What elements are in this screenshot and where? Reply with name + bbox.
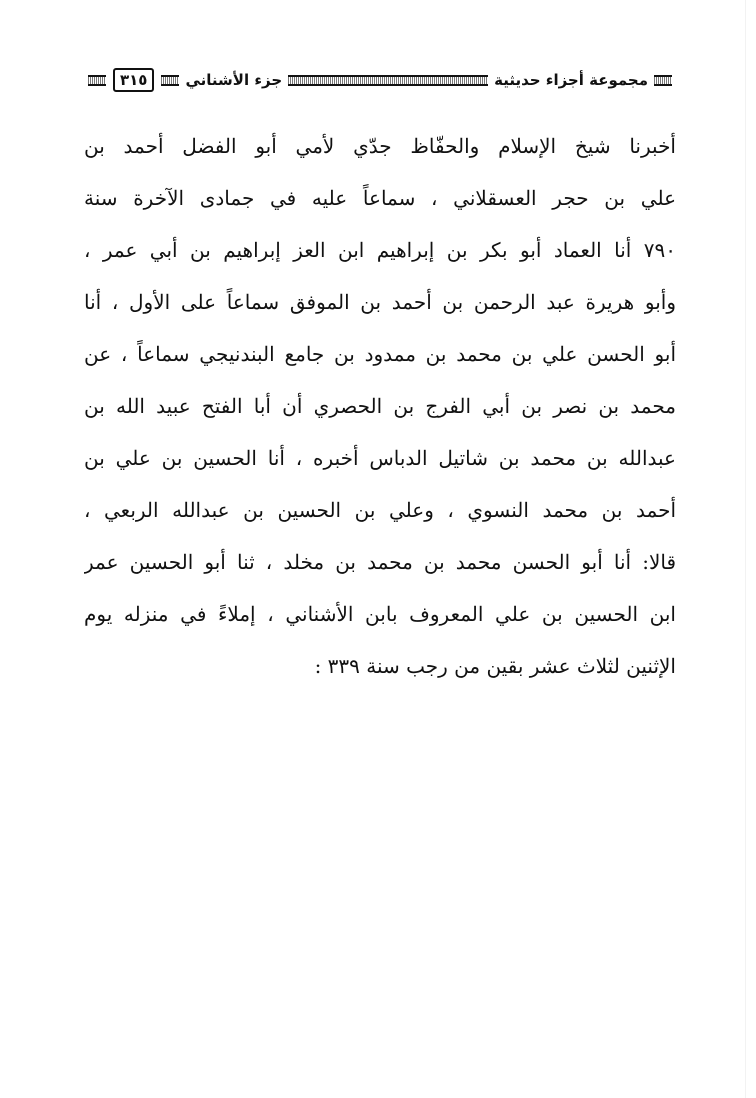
text-line-9: قالا: أنا أبو الحسن محمد بن محمد بن مخلد ، ثنا أبو الحسين عمر (84, 550, 676, 574)
text-line-11: الإثنين لثلاث عشر بقين من رجب سنة ٣٣٩ : (314, 654, 676, 678)
page-edge-shadow (745, 0, 746, 1098)
header-rule-left (88, 75, 106, 86)
text-line-3: ٧٩٠ أنا العماد أبو بكر بن إبراهيم ابن العز إبراهيم بن أبي عمر ، (84, 238, 676, 262)
header-rule-before-number (161, 75, 179, 86)
header-rule-right (654, 75, 672, 86)
text-line-5: أبو الحسن علي بن محمد بن ممدود بن جامع البندنيجي سماعاً ، عن (84, 342, 676, 366)
text-line-6: محمد بن نصر بن أبي الفرج بن الحصري أن أبا الفتح عبيد الله بن (84, 394, 676, 418)
text-line-1: أخبرنا شيخ الإسلام والحفّاظ جدّي لأمي أبو الفضل أحمد بن (84, 134, 676, 158)
page-number: ٣١٥ (113, 68, 154, 92)
text-line-8: أحمد بن محمد النسوي ، وعلي بن الحسين بن عبدالله الربعي ، (84, 498, 676, 522)
text-line-2: علي بن حجر العسقلاني ، سماعاً عليه في جمادى الآخرة سنة (84, 186, 676, 210)
header-rule-middle (288, 75, 488, 86)
text-line-10: ابن الحسين بن علي المعروف بابن الأشناني ، إملاءً في منزله يوم (84, 602, 676, 626)
text-line-7: عبدالله بن محمد بن شاتيل الدباس أخبره ، أنا الحسين بن علي بن (84, 446, 676, 470)
text-line-4: وأبو هريرة عبد الرحمن بن أحمد بن الموفق سماعاً على الأول ، أنا (84, 290, 676, 314)
part-title: جزء الأشناني (185, 71, 283, 89)
running-header (84, 62, 676, 98)
body-text (84, 120, 676, 692)
book-title: مجموعة أجزاء حديثية (494, 71, 648, 89)
